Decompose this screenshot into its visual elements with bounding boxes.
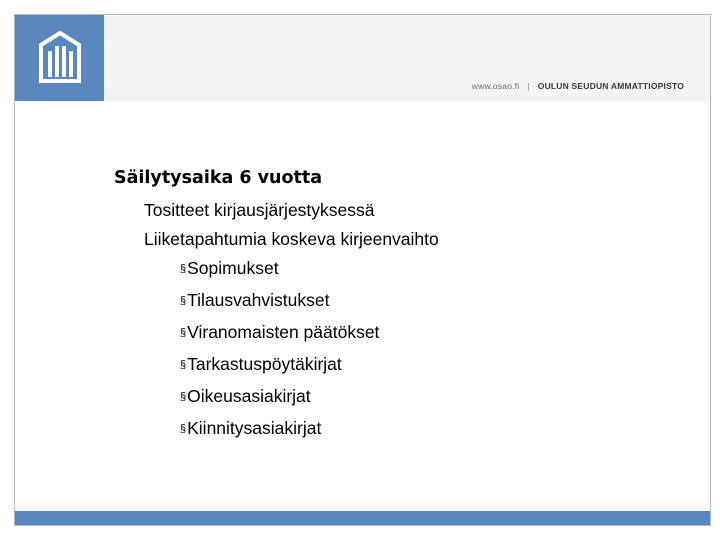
section-bullet-icon: § (180, 423, 187, 435)
sub-list-item: §Viranomaisten päätökset (180, 322, 380, 342)
section-bullet-icon: § (180, 263, 187, 275)
website-link[interactable]: www.osao.fi (471, 81, 520, 91)
sub-list-item: §Tilausvahvistukset (180, 290, 330, 310)
header-bar (472, 81, 684, 91)
slide-content (114, 166, 439, 446)
list-item: Liiketapahtumia koskeva kirjeenvaihto (144, 229, 439, 249)
slide-heading: Säilytysaika 6 vuotta (114, 168, 323, 188)
organization-name: OULUN SEUDUN AMMATTIOPISTO (537, 81, 684, 91)
list-item: Tositteet kirjausjärjestyksessä (144, 200, 375, 220)
section-bullet-icon: § (180, 327, 187, 339)
sub-list-item: §Sopimukset (180, 258, 279, 278)
sub-list-item: §Oikeusasiakirjat (180, 386, 311, 406)
sub-list-item: §Kiinnitysasiakirjat (180, 418, 322, 438)
header-separator: | (527, 81, 530, 91)
footer-bar (15, 511, 710, 525)
sub-list-item: §Tarkastuspöytäkirjat (180, 354, 342, 374)
logo-panel (15, 15, 104, 101)
section-bullet-icon: § (180, 359, 187, 371)
section-bullet-icon: § (180, 295, 187, 307)
osao-logo-icon (37, 31, 83, 85)
section-bullet-icon: § (180, 391, 187, 403)
